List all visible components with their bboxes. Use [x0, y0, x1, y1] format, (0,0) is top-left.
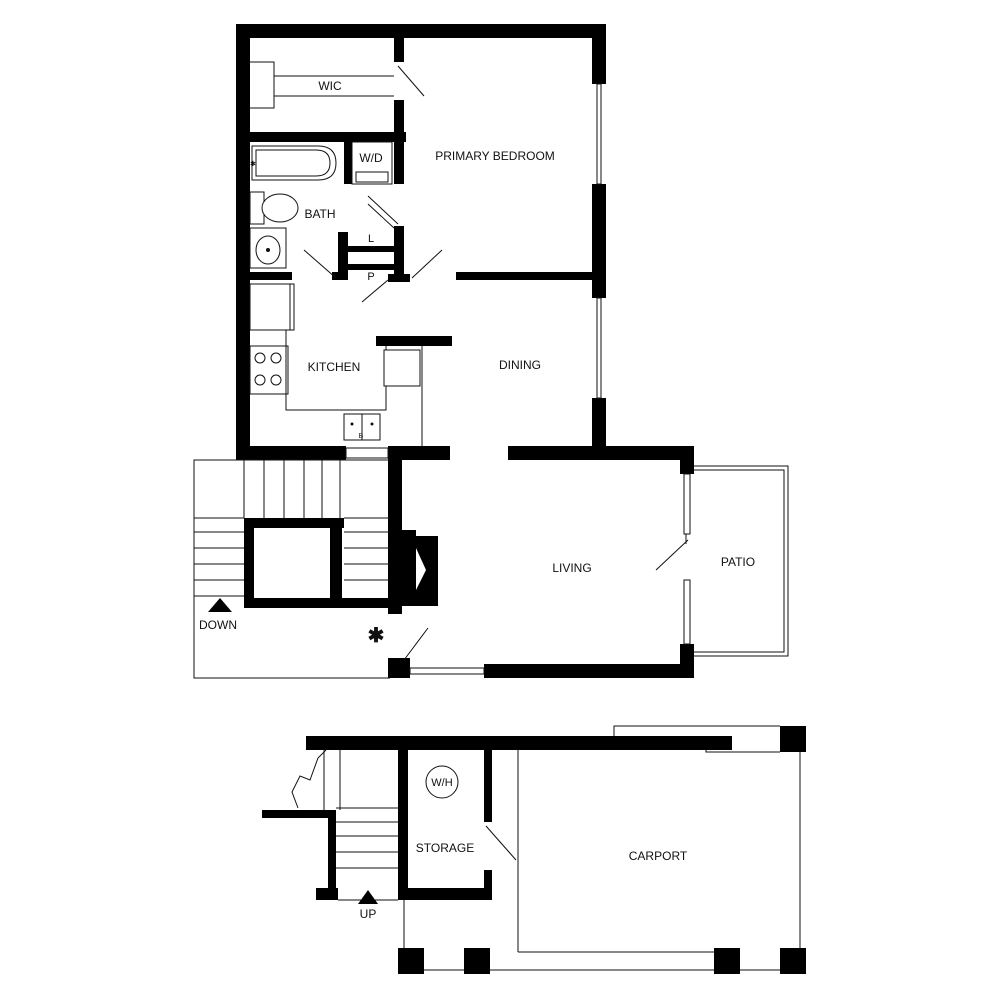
patio-label: PATIO	[720, 555, 756, 569]
upper-stairs	[194, 460, 390, 612]
down-arrow-icon	[208, 598, 232, 612]
wh-label: W/H	[431, 777, 453, 789]
storage-label: STORAGE	[415, 841, 475, 855]
up-label: UP	[359, 907, 377, 921]
lower-thin-lines	[292, 726, 800, 970]
svg-text:✱: ✱	[250, 161, 256, 168]
sink-mark: B	[358, 433, 364, 440]
living-label: LIVING	[552, 561, 592, 575]
linen-label: L	[367, 233, 375, 245]
up-arrow-icon	[358, 890, 378, 904]
kitchen-label: KITCHEN	[307, 360, 361, 374]
pantry-label: P	[367, 271, 375, 283]
dining-label: DINING	[499, 358, 541, 372]
carport-label: CARPORT	[628, 849, 688, 863]
primary-bedroom-label: PRIMARY BEDROOM	[435, 149, 555, 163]
wic-label: WIC	[318, 79, 342, 93]
down-label: DOWN	[199, 618, 237, 632]
entry-marker: ✱	[367, 625, 385, 647]
wd-label: W/D	[359, 151, 383, 165]
upper-walls	[236, 24, 694, 678]
bath-label: BATH	[304, 207, 336, 221]
lower-walls	[262, 726, 806, 974]
